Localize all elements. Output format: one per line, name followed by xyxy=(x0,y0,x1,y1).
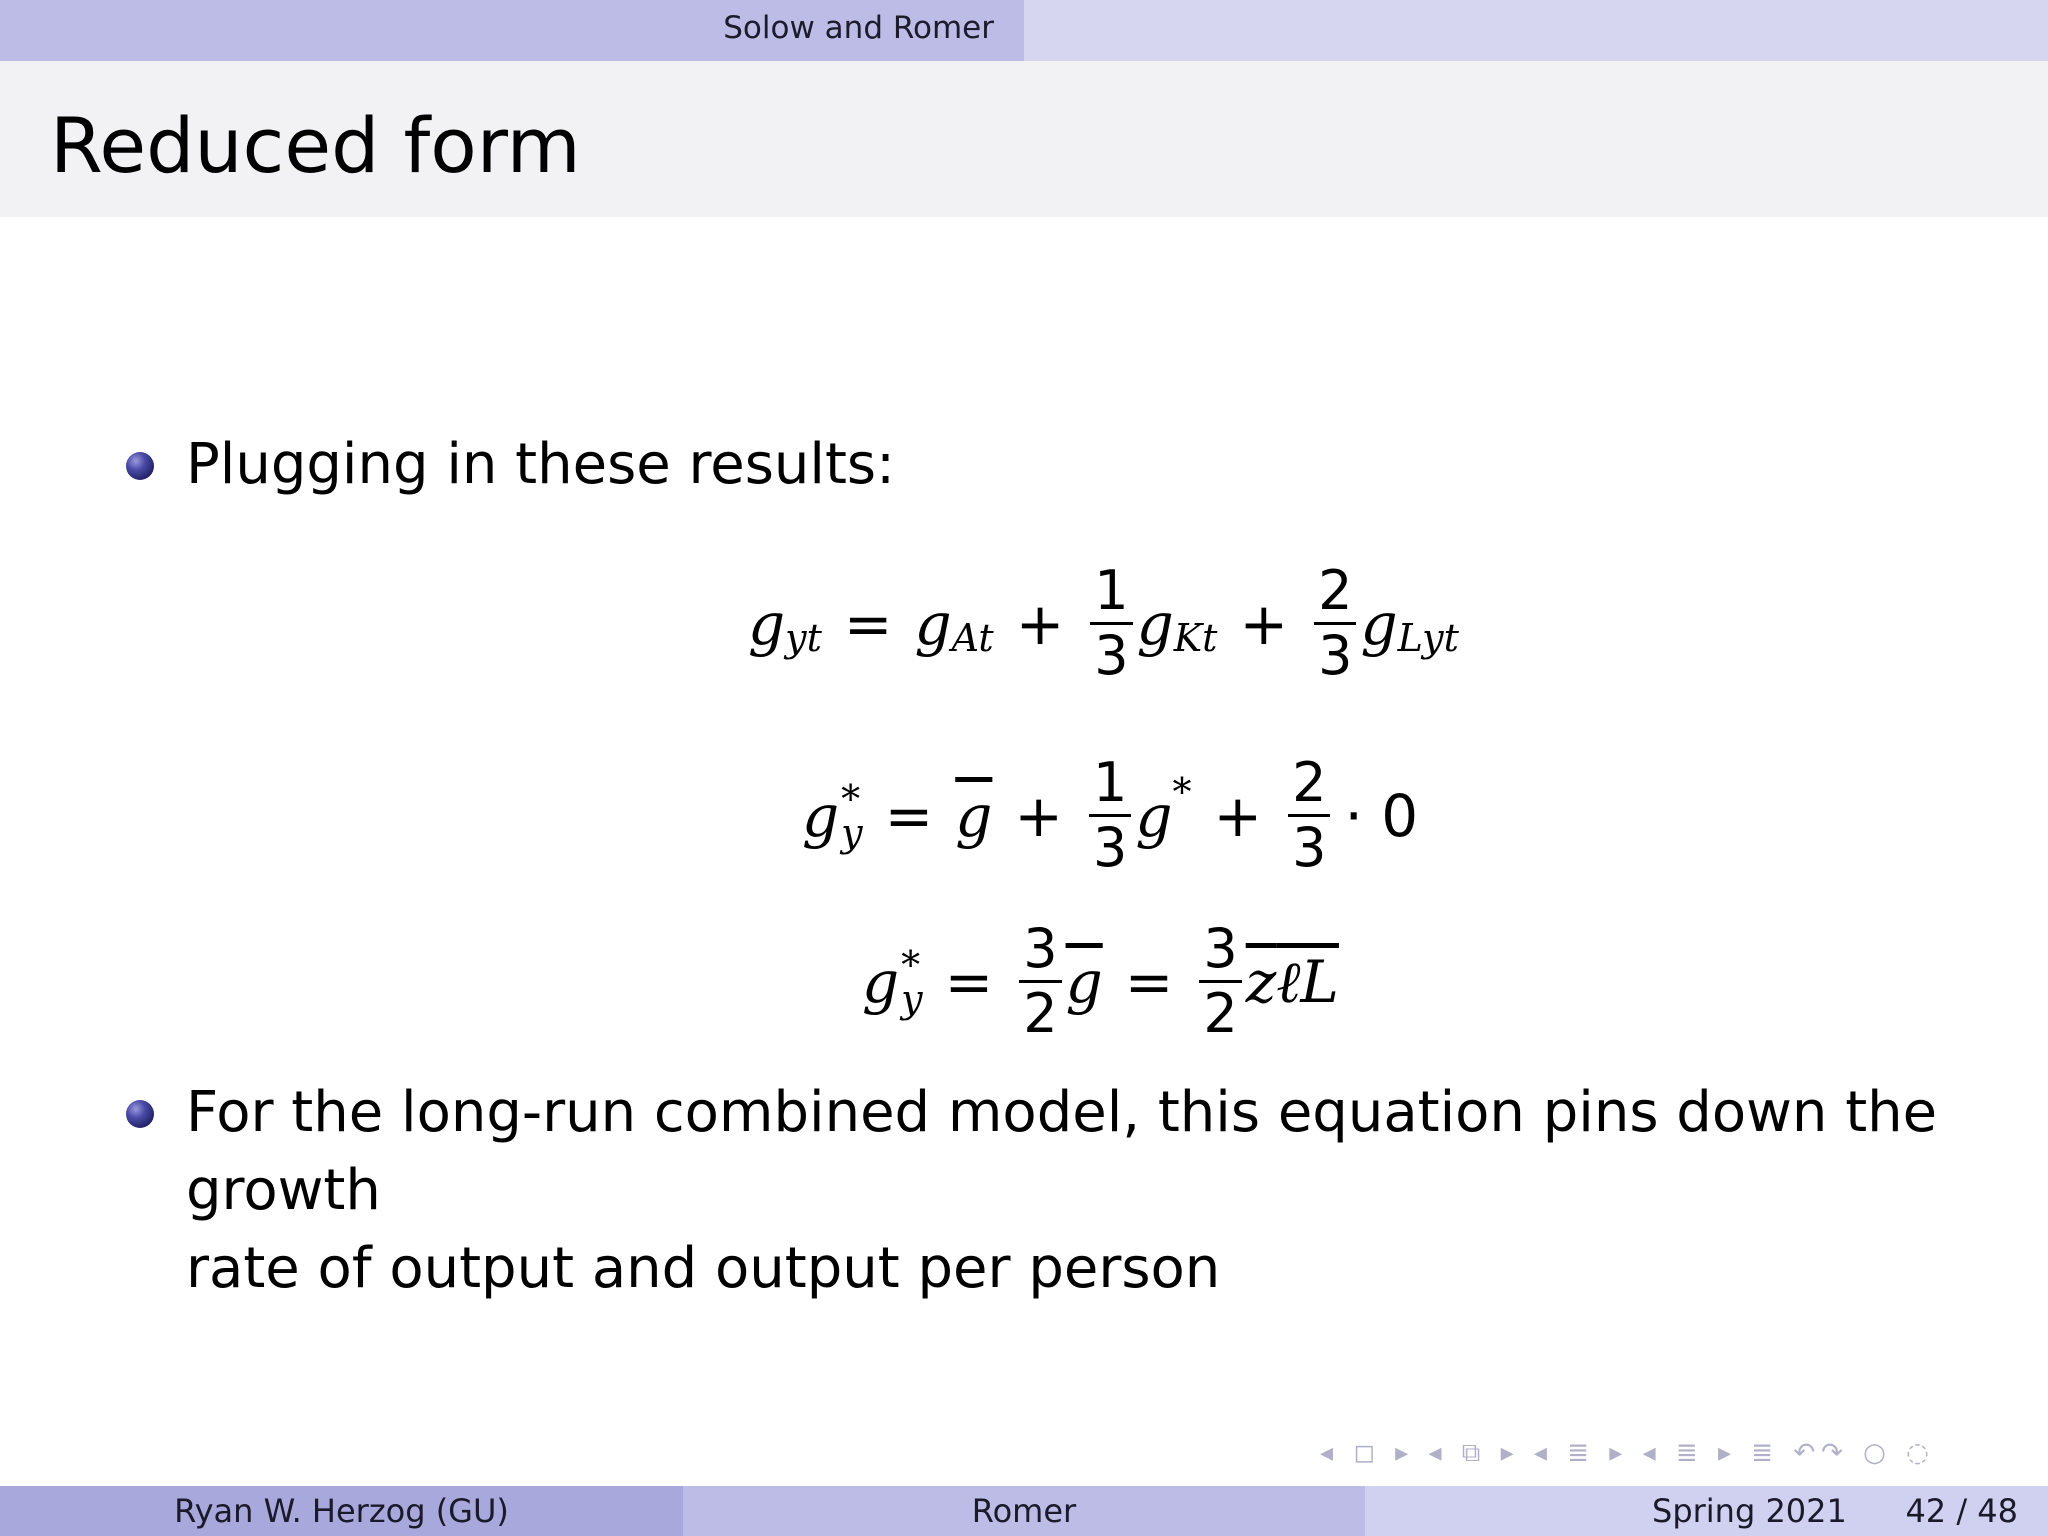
footer-author: Ryan W. Herzog (GU) xyxy=(0,1486,683,1536)
eq3-zbar: $\overline{z}$ xyxy=(1245,947,1277,1016)
plus-sign: + xyxy=(1014,781,1063,850)
eq3-ellbar-L: ℓL xyxy=(1276,947,1339,1016)
equals-sign: = xyxy=(884,781,934,850)
fraction-numerator: 3 xyxy=(1019,918,1061,983)
eq3-lhs-subsup xyxy=(901,942,923,1021)
eq1-term1: g xyxy=(914,589,952,658)
section-title[interactable]: Solow and Romer xyxy=(723,10,994,46)
footer-short-title: Romer xyxy=(683,1486,1365,1536)
eq1-fraction-1 xyxy=(1090,560,1132,687)
eq1-term3-sub: Lyt xyxy=(1397,615,1459,660)
equation-3 xyxy=(862,918,1339,1045)
fraction-numerator: 3 xyxy=(1199,918,1241,983)
plus-sign: + xyxy=(1015,589,1065,658)
footer-date: Spring 2021 xyxy=(1652,1492,1847,1530)
superscript: * xyxy=(901,942,921,987)
bullet-text-2-line2: rate of output and output per person xyxy=(186,1236,1221,1301)
plus-sign: + xyxy=(1213,781,1263,850)
equation-2 xyxy=(802,752,1418,879)
eq1-term2-sub: Kt xyxy=(1173,615,1218,660)
header-bar xyxy=(0,0,2048,61)
eq2-tail: · 0 xyxy=(1344,781,1419,850)
plus-sign: + xyxy=(1239,589,1289,658)
header-section-panel xyxy=(0,0,1024,61)
bullet-text-2 xyxy=(186,1074,2006,1308)
eq2-term2: g xyxy=(1135,781,1173,850)
fraction-denominator: 3 xyxy=(1092,816,1128,879)
eq1-lhs: g xyxy=(748,589,786,658)
equals-sign: = xyxy=(944,947,994,1016)
footer-page-number: 42 / 48 xyxy=(1905,1492,2018,1530)
eq2-lhs: g xyxy=(802,781,840,850)
eq3-fraction-1 xyxy=(1019,918,1061,1045)
header-subsection-panel xyxy=(1024,0,2048,61)
footer-date-page xyxy=(1365,1486,2048,1536)
superscript: * xyxy=(841,776,861,821)
eq2-term2-sup: * xyxy=(1172,769,1192,814)
equals-sign: = xyxy=(1124,947,1174,1016)
equals-sign: = xyxy=(843,589,893,658)
fraction-numerator: 2 xyxy=(1314,560,1356,625)
fraction-numerator: 2 xyxy=(1288,752,1330,817)
fraction-denominator: 2 xyxy=(1203,982,1238,1045)
eq1-term1-sub: At xyxy=(951,615,994,660)
eq3-lhs: g xyxy=(862,947,900,1016)
eq1-term3: g xyxy=(1360,589,1398,658)
eq2-lhs-subsup xyxy=(841,776,863,855)
eq3-gbar: $\overline{g}$ xyxy=(1065,947,1103,1016)
eq1-lhs-sub: yt xyxy=(785,615,822,660)
fraction-denominator: 3 xyxy=(1094,624,1129,687)
bullet-text-2-line1: For the long-run combined model, this equation pins down the growth xyxy=(186,1080,1938,1223)
bullet-icon xyxy=(126,452,154,480)
frame-title: Reduced form xyxy=(50,101,581,190)
footer-bar xyxy=(0,1486,2048,1536)
fraction-denominator: 2 xyxy=(1023,982,1058,1045)
fraction-denominator: 3 xyxy=(1292,816,1327,879)
subscript: y xyxy=(901,976,923,1021)
eq2-fraction-2 xyxy=(1288,752,1330,879)
beamer-navigation-icons[interactable]: ◂ ◻ ▸ ◂ ⧉ ▸ ◂ ≣ ▸ ◂ ≣ ▸ ≣ ↶↷ ○ ◌ xyxy=(1320,1438,1935,1468)
eq2-gbar: $\overline{g}$ xyxy=(955,781,993,850)
bullet-icon xyxy=(126,1100,154,1128)
eq1-term2: g xyxy=(1136,589,1174,658)
eq3-fraction-2 xyxy=(1199,918,1241,1045)
equation-1 xyxy=(748,560,1459,687)
fraction-numerator: 1 xyxy=(1089,752,1131,817)
fraction-denominator: 3 xyxy=(1318,624,1353,687)
fraction-numerator: 1 xyxy=(1090,560,1132,625)
subscript: y xyxy=(841,810,863,855)
eq2-fraction-1 xyxy=(1089,752,1131,879)
frame-title-bar xyxy=(0,61,2048,217)
bullet-text-1: Plugging in these results: xyxy=(186,432,895,497)
eq1-fraction-2 xyxy=(1314,560,1356,687)
